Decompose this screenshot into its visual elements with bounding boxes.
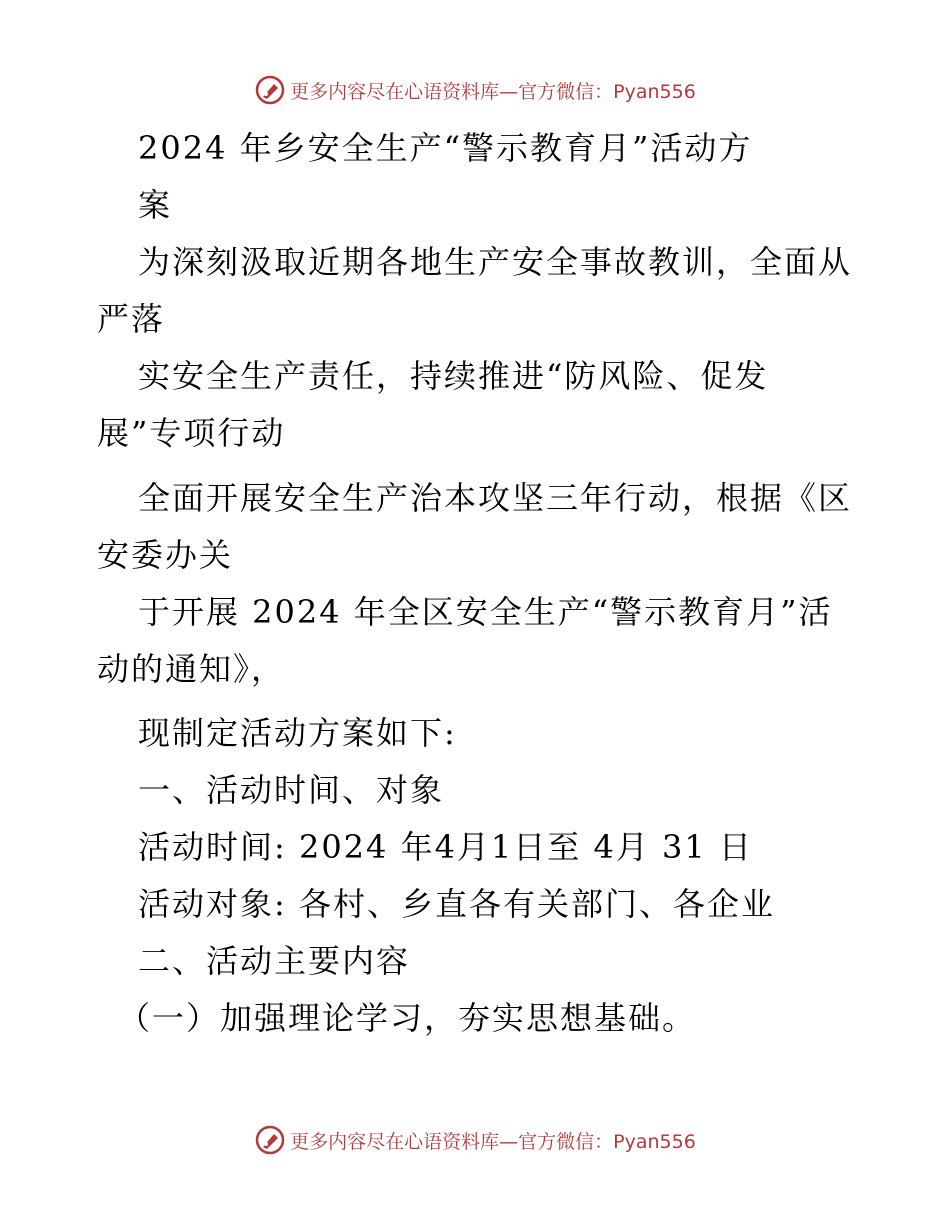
header-watermark <box>0 70 950 110</box>
section-heading: 二、活动主要内容 <box>138 942 411 980</box>
paragraph-line: 动的通知》， <box>97 650 286 688</box>
section-heading: 一、活动时间、对象 <box>138 771 445 809</box>
paragraph-line: 于开展 2024 年全区安全生产“警示教育月”活 <box>138 593 833 631</box>
activity-time: 活动时间: 2024 年4月1日至 4月 31 日 <box>138 828 753 866</box>
paragraph-line: 展”专项行动 <box>97 414 286 452</box>
watermark-text: 更多内容尽在心语资料库—官方微信：Pyan556 <box>290 80 696 103</box>
watermark-text: 更多内容尽在心语资料库—官方微信：Pyan556 <box>290 1130 696 1153</box>
paragraph-line: 现制定活动方案如下: <box>138 714 457 752</box>
title-line-2: 案 <box>138 186 173 224</box>
paragraph-line: 为深刻汲取近期各地生产安全事故教训，全面从 <box>138 243 853 281</box>
paragraph-line: 安委办关 <box>97 536 234 574</box>
footer-watermark <box>0 1120 950 1160</box>
title-line-1: 2024 年乡安全生产“警示教育月”活动方 <box>138 129 753 167</box>
subsection-heading: （一）加强理论学习，夯实思想基础。 <box>118 999 697 1037</box>
paragraph-line: 严落 <box>97 300 166 338</box>
paragraph-line: 全面开展安全生产治本攻坚三年行动，根据《区 <box>138 479 853 517</box>
pen-nib-icon <box>254 74 286 106</box>
activity-target: 活动对象: 各村、乡直各有关部门、各企业 <box>138 885 775 923</box>
pen-nib-icon <box>254 1124 286 1156</box>
paragraph-line: 实安全生产责任，持续推进“防风险、促发 <box>138 357 769 395</box>
